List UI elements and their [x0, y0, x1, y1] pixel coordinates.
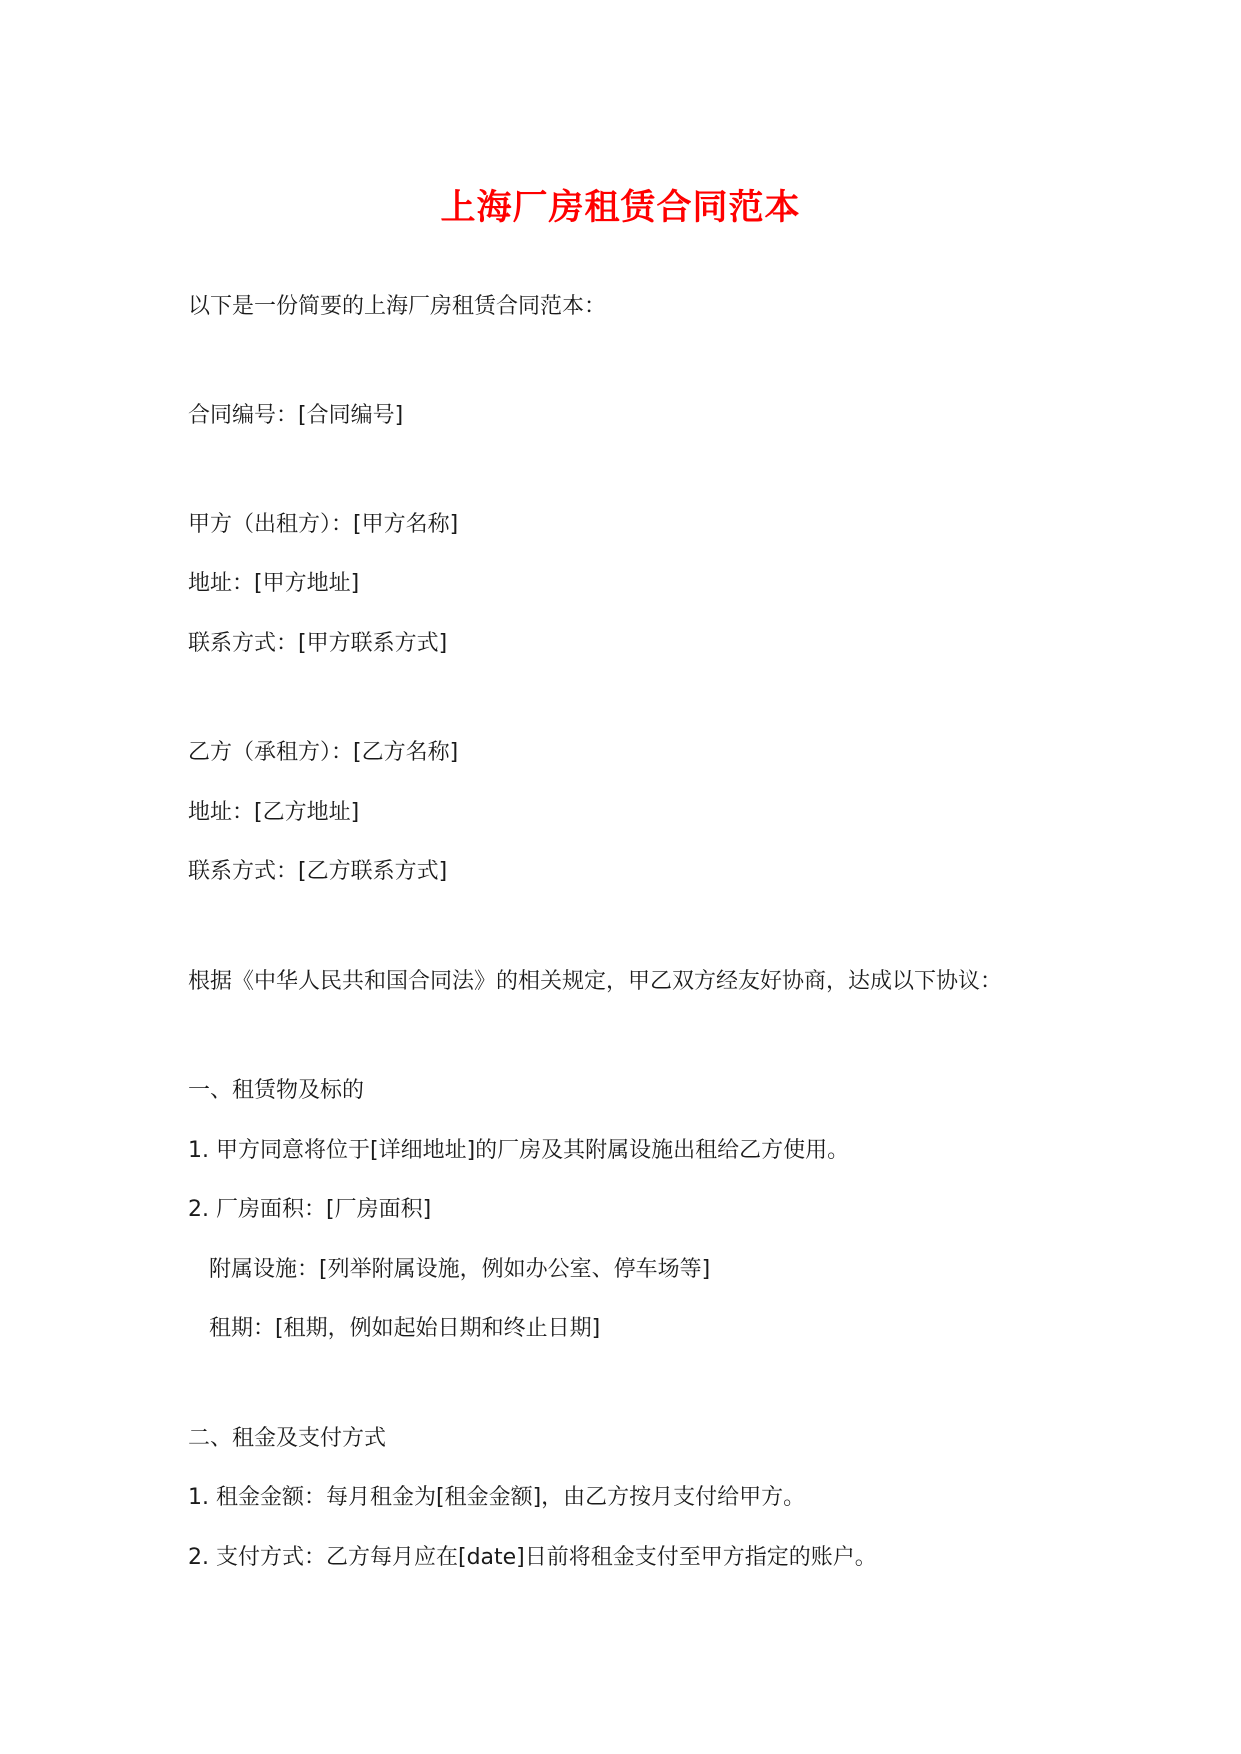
section1-item2: 2. 厂房面积：[厂房面积] [188, 1197, 432, 1222]
preamble-text: 根据《中华人民共和国合同法》的相关规定，甲乙双方经友好协商，达成以下协议： [188, 969, 1003, 994]
document-title: 上海厂房租赁合同范本 [440, 188, 801, 228]
section2-heading: 二、租金及支付方式 [188, 1426, 387, 1451]
section1-facilities: 附属设施：[列举附属设施，例如办公室、停车场等] [209, 1257, 711, 1282]
intro-text: 以下是一份简要的上海厂房租赁合同范本： [188, 294, 607, 319]
party-a-address: 地址：[甲方地址] [188, 571, 360, 596]
section2-item1: 1. 租金金额：每月租金为[租金金额]，由乙方按月支付给甲方。 [188, 1485, 806, 1510]
section1-heading: 一、租赁物及标的 [188, 1078, 365, 1103]
party-b-name: 乙方（承租方）：[乙方名称] [188, 740, 459, 765]
party-b-contact: 联系方式：[乙方联系方式] [188, 859, 448, 884]
section2-item2: 2. 支付方式：乙方每月应在[date]日前将租金支付至甲方指定的账户。 [188, 1545, 877, 1570]
section1-term: 租期：[租期，例如起始日期和终止日期] [209, 1316, 601, 1341]
party-b-address: 地址：[乙方地址] [188, 800, 360, 825]
section1-item1: 1. 甲方同意将位于[详细地址]的厂房及其附属设施出租给乙方使用。 [188, 1138, 850, 1163]
party-a-contact: 联系方式：[甲方联系方式] [188, 631, 448, 656]
party-a-name: 甲方（出租方）：[甲方名称] [188, 512, 459, 537]
contract-number: 合同编号：[合同编号] [188, 403, 404, 428]
